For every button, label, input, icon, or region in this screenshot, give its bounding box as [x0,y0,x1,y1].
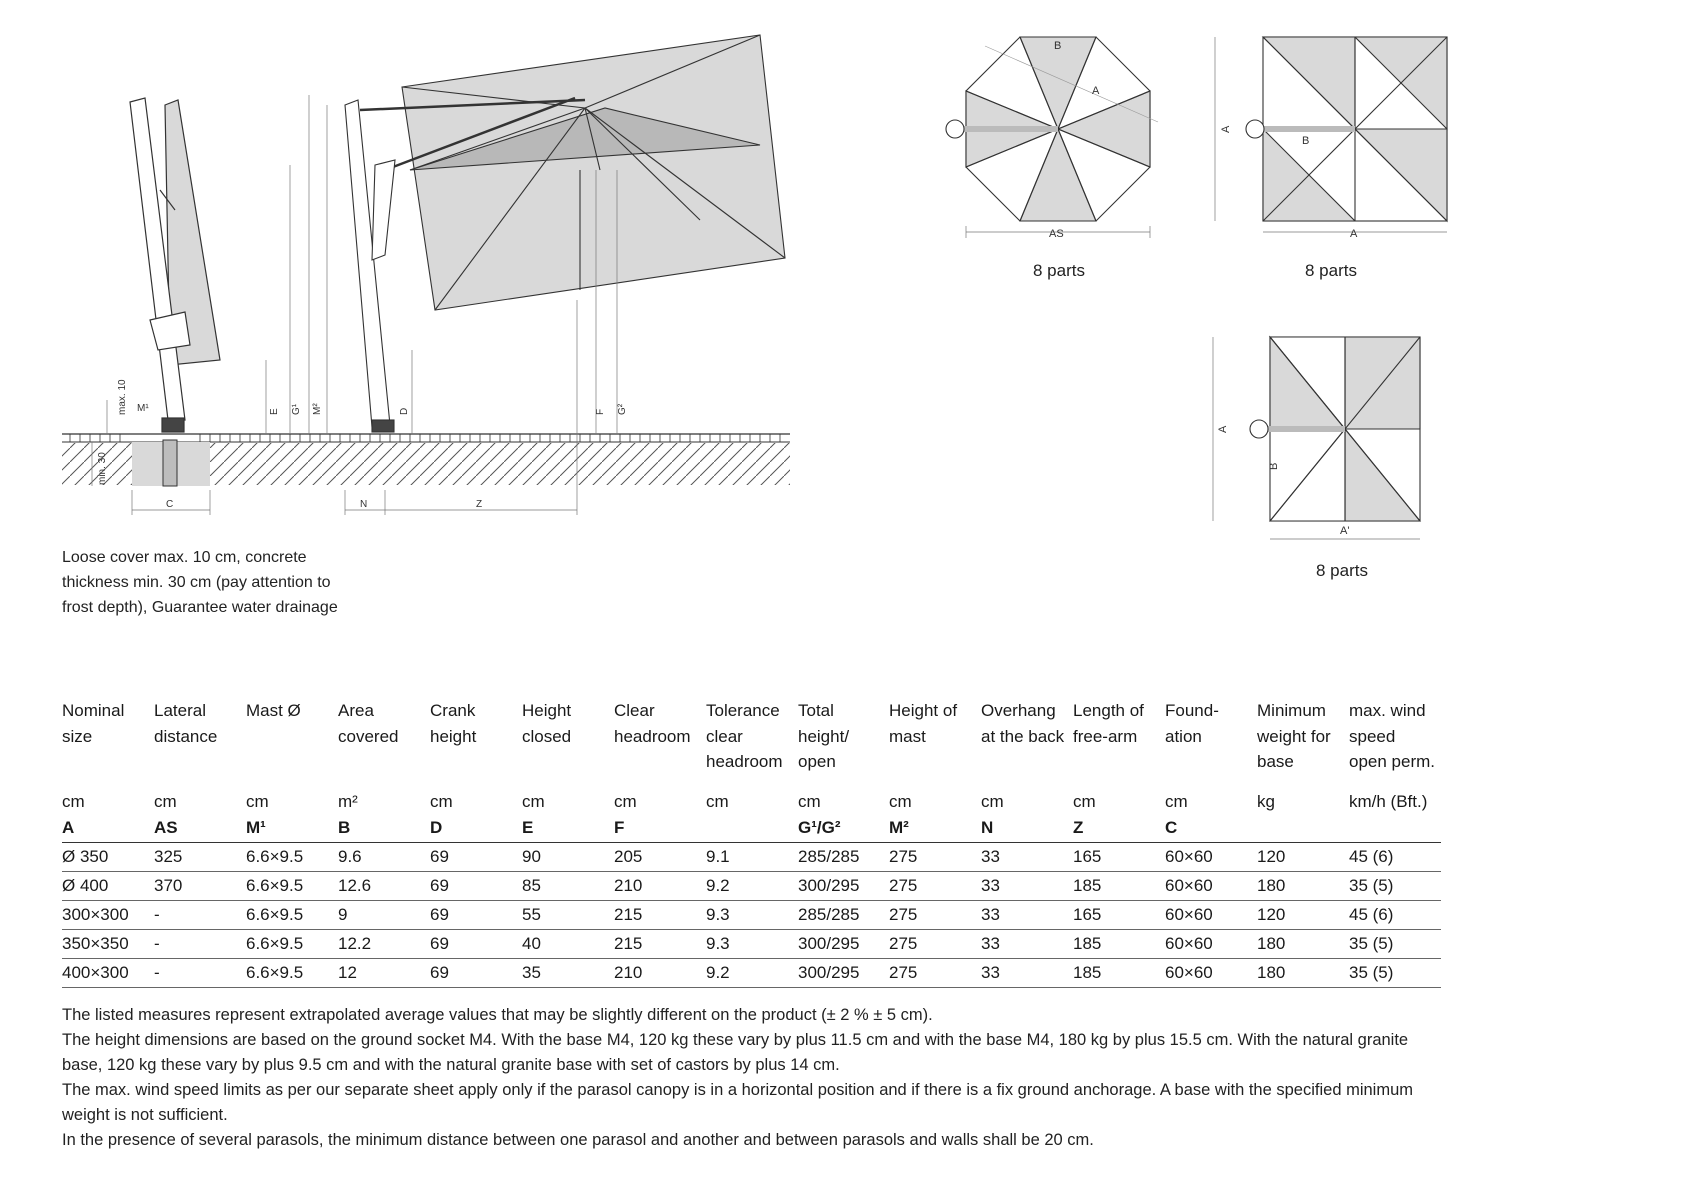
table-cell: 9.2 [706,959,798,988]
plan-view-drawings [900,0,1690,560]
plan-square [1215,37,1447,232]
header-cell: Area covered [338,701,399,746]
table-cell: 275 [889,843,981,872]
table-cell: 12.6 [338,872,430,901]
header-cell: Minimum weight for base [1257,701,1331,771]
table-cell: 9.2 [706,872,798,901]
table-cell: 275 [889,901,981,930]
label-g1: G¹ [291,403,302,415]
closed-parasol [130,98,220,432]
table-cell: 6.6×9.5 [246,930,338,959]
table-cell: - [154,959,246,988]
header-cell: Height of mast [889,701,958,746]
table-cell: 60×60 [1165,901,1257,930]
header-cell: Height closed [522,701,572,746]
header-cell: Crank height [430,701,477,746]
table-row [62,930,1441,959]
octagon-label-as: AS [1049,228,1064,240]
symbols-row [62,814,1441,843]
table-cell: 275 [889,872,981,901]
table-cell: 12 [338,959,430,988]
unit-cell: cm [981,792,1004,811]
table-cell: 215 [614,901,706,930]
table-cell: 9 [338,901,430,930]
table-row [62,959,1441,988]
symbol-cell: B [338,814,430,843]
symbol-cell [1257,814,1349,843]
symbol-cell: C [1165,814,1257,843]
table-row [62,901,1441,930]
table-cell: 285/285 [798,843,889,872]
unit-cell: cm [614,792,637,811]
unit-cell: cm [798,792,821,811]
symbol-cell: AS [154,814,246,843]
label-z: Z [476,499,483,510]
table-cell: 60×60 [1165,959,1257,988]
symbol-cell: G¹/G² [798,814,889,843]
unit-cell: cm [62,792,85,811]
table-cell: 9.6 [338,843,430,872]
table-cell: 35 (5) [1349,872,1441,901]
table-cell: 215 [614,930,706,959]
table-cell: 370 [154,872,246,901]
table-cell: 69 [430,930,522,959]
rectangle-label-a-side: A [1217,425,1229,433]
symbol-cell: M¹ [246,814,338,843]
footnote: The max. wind speed limits as per our separate sheet apply only if the parasol canopy is in a horizontal position and if there is a fix ground anchorage. A base with the specified minimum weight is not sufficient. [62,1081,1413,1124]
open-parasol [345,35,785,432]
unit-cell: m² [338,792,358,811]
header-cell: Lateral distance [154,701,218,746]
table-cell: Ø 350 [62,843,154,872]
symbol-cell: Z [1073,814,1165,843]
label-min30: min. 30 [97,452,108,485]
table-cell: 120 [1257,843,1349,872]
table-cell: 60×60 [1165,930,1257,959]
header-cell: Length of free-arm [1073,701,1144,746]
table-cell: 33 [981,930,1073,959]
header-cell: Tolerance clear headroom [706,701,783,771]
square-label-b: B [1302,135,1310,147]
unit-cell: km/h (Bft.) [1349,792,1428,811]
table-cell: 275 [889,930,981,959]
table-cell: 185 [1073,872,1165,901]
header-cell: Total height/ open [798,701,850,771]
table-cell: 69 [430,901,522,930]
table-cell: 185 [1073,930,1165,959]
square-label-a-bottom: A [1350,228,1358,240]
table-cell: 55 [522,901,614,930]
symbol-cell [1349,814,1441,843]
octagon-label-b: B [1054,40,1062,52]
footnotes [62,1003,1442,1153]
unit-cell: cm [246,792,269,811]
rectangle-label-b: B [1268,462,1280,470]
table-cell: 285/285 [798,901,889,930]
table-cell: 35 [522,959,614,988]
table-cell: 180 [1257,959,1349,988]
unit-cell: kg [1257,792,1275,811]
table-cell: 69 [430,959,522,988]
footnote: The height dimensions are based on the ground socket M4. With the base M4, 120 kg these vary by plus 11.5 cm and with the base M4, 180 kg by plus 15.5 cm. With the natural granite base, 120 kg these vary by plus 9.5 cm and with the natural granite base with set of castors by plus 14 cm. [62,1031,1409,1074]
label-n: N [360,499,368,510]
table-cell: 300/295 [798,872,889,901]
side-elevation-drawing [0,0,800,520]
table-cell: 275 [889,959,981,988]
table-cell: 6.6×9.5 [246,872,338,901]
table-cell: 205 [614,843,706,872]
table-cell: 9.3 [706,901,798,930]
table-cell: 85 [522,872,614,901]
table-cell: 180 [1257,872,1349,901]
label-m2: M² [312,403,323,415]
unit-cell: cm [522,792,545,811]
unit-cell: cm [154,792,177,811]
table-row [62,843,1441,872]
label-c: C [166,499,174,510]
table-cell: 33 [981,872,1073,901]
unit-cell: cm [1165,792,1188,811]
table-cell: 400×300 [62,959,154,988]
octagon-label-a: A [1092,85,1100,97]
table-cell: 90 [522,843,614,872]
table-cell: Ø 400 [62,872,154,901]
unit-cell: cm [1073,792,1096,811]
octagon-caption: 8 parts [1033,261,1085,280]
header-cell: max. wind speed open perm. [1349,701,1435,771]
table-cell: 325 [154,843,246,872]
table-cell: 33 [981,959,1073,988]
table-cell: 350×350 [62,930,154,959]
symbol-cell: E [522,814,614,843]
table-cell: 210 [614,959,706,988]
table-cell: 12.2 [338,930,430,959]
header-cell: Clear headroom [614,701,691,746]
table-cell: 300×300 [62,901,154,930]
unit-cell: cm [430,792,453,811]
header-cell: Overhang at the back [981,701,1065,746]
header-cell: Found- ation [1165,701,1219,746]
symbol-cell: A [62,814,154,843]
table-cell: 6.6×9.5 [246,843,338,872]
unit-cell: cm [889,792,912,811]
table-cell: 210 [614,872,706,901]
table-cell: 6.6×9.5 [246,901,338,930]
table-cell: 9.3 [706,930,798,959]
square-caption: 8 parts [1305,261,1357,280]
table-cell: 60×60 [1165,843,1257,872]
rectangle-caption: 8 parts [1316,561,1368,580]
ground-section [62,434,790,486]
header-cell: Mast Ø [246,701,301,720]
ground-socket [163,440,177,486]
header-row [62,698,1441,776]
label-d: D [399,407,410,415]
table-cell: 185 [1073,959,1165,988]
table-cell: 300/295 [798,930,889,959]
label-m1: M¹ [137,403,149,414]
table-cell: 69 [430,872,522,901]
label-f: F [595,408,606,415]
table-cell: 180 [1257,930,1349,959]
table-cell: 9.1 [706,843,798,872]
table-cell: 6.6×9.5 [246,959,338,988]
plan-rectangle [1213,337,1420,539]
table-cell: 33 [981,901,1073,930]
table-cell: 69 [430,843,522,872]
table-cell: 35 (5) [1349,930,1441,959]
label-max10: max. 10 [117,379,128,415]
symbol-cell [706,814,798,843]
table-cell: 40 [522,930,614,959]
square-label-a-side: A [1220,125,1232,133]
units-row [62,776,1441,814]
table-cell: 35 (5) [1349,959,1441,988]
label-g2: G² [617,403,628,415]
table-cell: 165 [1073,843,1165,872]
footnote: In the presence of several parasols, the minimum distance between one parasol and another and between parasols and walls shall be 20 cm. [62,1131,1094,1149]
symbol-cell: M² [889,814,981,843]
table-cell: - [154,901,246,930]
table-cell: 45 (6) [1349,901,1441,930]
symbol-cell: D [430,814,522,843]
plan-octagon [946,37,1158,238]
installation-note: Loose cover max. 10 cm, concrete thickness min. 30 cm (pay attention to frost depth), Guarantee water drainage [62,549,338,616]
header-cell: Nominal size [62,701,125,746]
table-cell: 300/295 [798,959,889,988]
rectangle-label-a-bottom: A' [1340,525,1350,537]
label-e: E [269,408,280,415]
unit-cell: cm [706,792,729,811]
footnote: The listed measures represent extrapolated average values that may be slightly different on the product (± 2 % ± 5 cm). [62,1006,933,1024]
table-row [62,872,1441,901]
symbol-cell: F [614,814,706,843]
specifications-table [62,698,1441,988]
table-cell: - [154,930,246,959]
table-cell: 120 [1257,901,1349,930]
symbol-cell: N [981,814,1073,843]
table-cell: 33 [981,843,1073,872]
table-cell: 60×60 [1165,872,1257,901]
table-cell: 165 [1073,901,1165,930]
table-cell: 45 (6) [1349,843,1441,872]
